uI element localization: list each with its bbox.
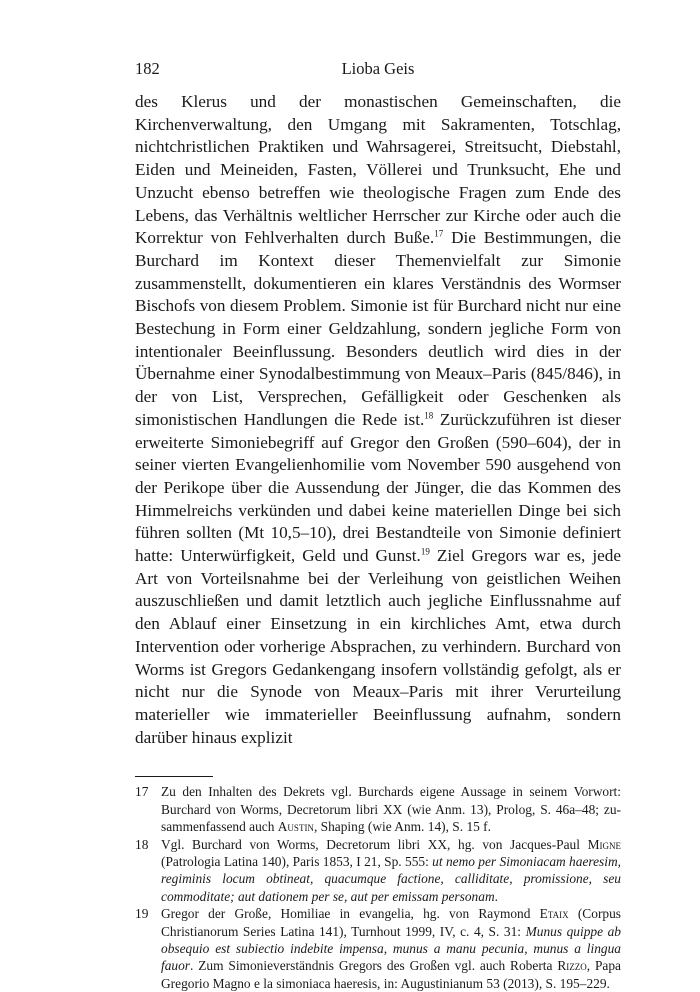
footnote-text: , Papa Gregorio Magno e la simoniaca haeresis, in: Augustinianum 53 (2013), S. 195–229. (161, 958, 621, 991)
footnote-ref-19[interactable]: 19 (420, 546, 430, 557)
footnote-17 (135, 783, 621, 835)
footnote-text: , Shaping (wie Anm. 14), S. 15 f. (313, 819, 491, 835)
footnote-text: . Zum Simonieverständnis Gregors des Großen vgl. auch Roberta (190, 958, 558, 974)
footnote-ref-17[interactable]: 17 (434, 228, 444, 239)
footnote-divider (135, 776, 213, 777)
body-segment-4: Ziel Gregors war es, jede Art von Vorteilsnahme bei der Verleihung von geistlichen Weihen auszuschließen und damit letztlich auch jegliche Einflussnahme auf den Ablauf einer Einsetzung in ein kirchliches Amt, etwa durch Intervention oder vorherige Absprachen, zu verhindern. Burchard von Worms ist Gregors Gedankengang insofern vollständig gefolgt, als er nicht nur die Synode von Meaux–Paris mit ihrer Verurteilung materieller wie immaterieller Beeinflussung aufnahm, sondern darüber hinaus explizit (135, 546, 621, 747)
body-segment-1: des Klerus und der monastischen Gemeinschaften, die Kirchenverwaltung, den Umgang mit Sakramenten, Totschlag, nichtchristlichen Praktiken und Wahrsagerei, Streitsucht, Diebstahl, Eiden und Meineiden, Fasten, Völlerei und Trunksucht, Ehe und Unzucht ebenso betreffen wie theologische Fragen zum Ende des Lebens, das Verhältnis weltlicher Herrscher zur Kirche oder auch die Korrektur von Fehlverhalten durch Buße. (135, 92, 621, 248)
footnote-number: 17 (135, 784, 149, 800)
footnote-number: 18 (135, 836, 149, 852)
footnote-text: Zu den Inhalten des Dekrets vgl. Burchards eigene Aussage in seinem Vorwort: Burchard von Worms, Decretorum libri XX (wie Anm. 13), Prolog, S. 46a–48; zusammenfassend auch (161, 784, 621, 835)
footnote-ref-18[interactable]: 18 (424, 410, 434, 421)
editor-name: Migne (587, 836, 621, 852)
footnote-text: (Patrologia Latina 140), Paris 1853, I 21, Sp. 555: (161, 854, 433, 870)
body-paragraph (135, 91, 621, 749)
latin-quote: Munus quippe ab obsequio est subiectio indebite impensa, munus a manu pecunia, munus a lingua fauor (161, 923, 622, 974)
footnote-text: . (494, 888, 498, 904)
body-segment-2: Die Bestimmungen, die Burchard im Kontext dieser Themenvielfalt zur Simonie zusammenstellt, dokumentieren ein klares Verständnis des Wormser Bischofs von diesem Problem. Simonie ist für Burchard nicht nur eine Bestechung in Form einer Geldzahlung, sondern jegliche Form von intentionaler Beeinflussung. Besonders deutlich wird dies in der Übernahme einer Synodalbestimmung von Meaux–Paris (845/846), in der von List, Versprechen, Gefälligkeit oder Geschenken als simonistischen Handlungen die Rede ist. (135, 228, 621, 429)
author-name: Austin (277, 819, 314, 835)
footnote-19 (135, 905, 621, 992)
body-text (135, 91, 621, 749)
footnote-text: Gregor der Große, Homiliae in evangelia, hg. von Raymond (161, 906, 540, 922)
footnote-text: Vgl. Burchard von Worms, Decretorum libri XX, hg. von Jacques-Paul (161, 836, 588, 852)
page-number: 182 (135, 59, 160, 78)
running-head: Lioba Geis (341, 59, 415, 78)
footnote-number: 19 (135, 906, 149, 922)
page-header (135, 55, 621, 81)
footnote-text: (Corpus Christianorum Series Latina 141), Turnhout 1999, IV, c. 4, S. 31: (161, 906, 621, 939)
author-name: Rizzo (557, 958, 587, 974)
editor-name: Etaix (539, 906, 569, 922)
latin-quote: ut nemo per Simoniacam haeresim, regiminis locum obtineat, quacumque factione, calliditate, promissione, seu commoditate; aut dationem per se, aut per emissam personam (161, 854, 621, 904)
footnote-18 (135, 836, 621, 906)
footnotes (135, 783, 621, 992)
book-page (135, 55, 621, 992)
body-segment-3: Zurückzuführen ist dieser erweiterte Simoniebegriff auf Gregor den Großen (590–604), der in seiner vierten Evangelienhomilie vom November 590 ausgehend von der Perikope über die Aussendung der Jünger, die das Kommen des Himmelreichs verkünden und dabei keine materiellen Dinge bei sich führen sollten (Mt 10,5–10), drei Bestandteile von Simonie definiert hatte: Unterwürfigkeit, Geld und Gunst. (135, 409, 621, 566)
